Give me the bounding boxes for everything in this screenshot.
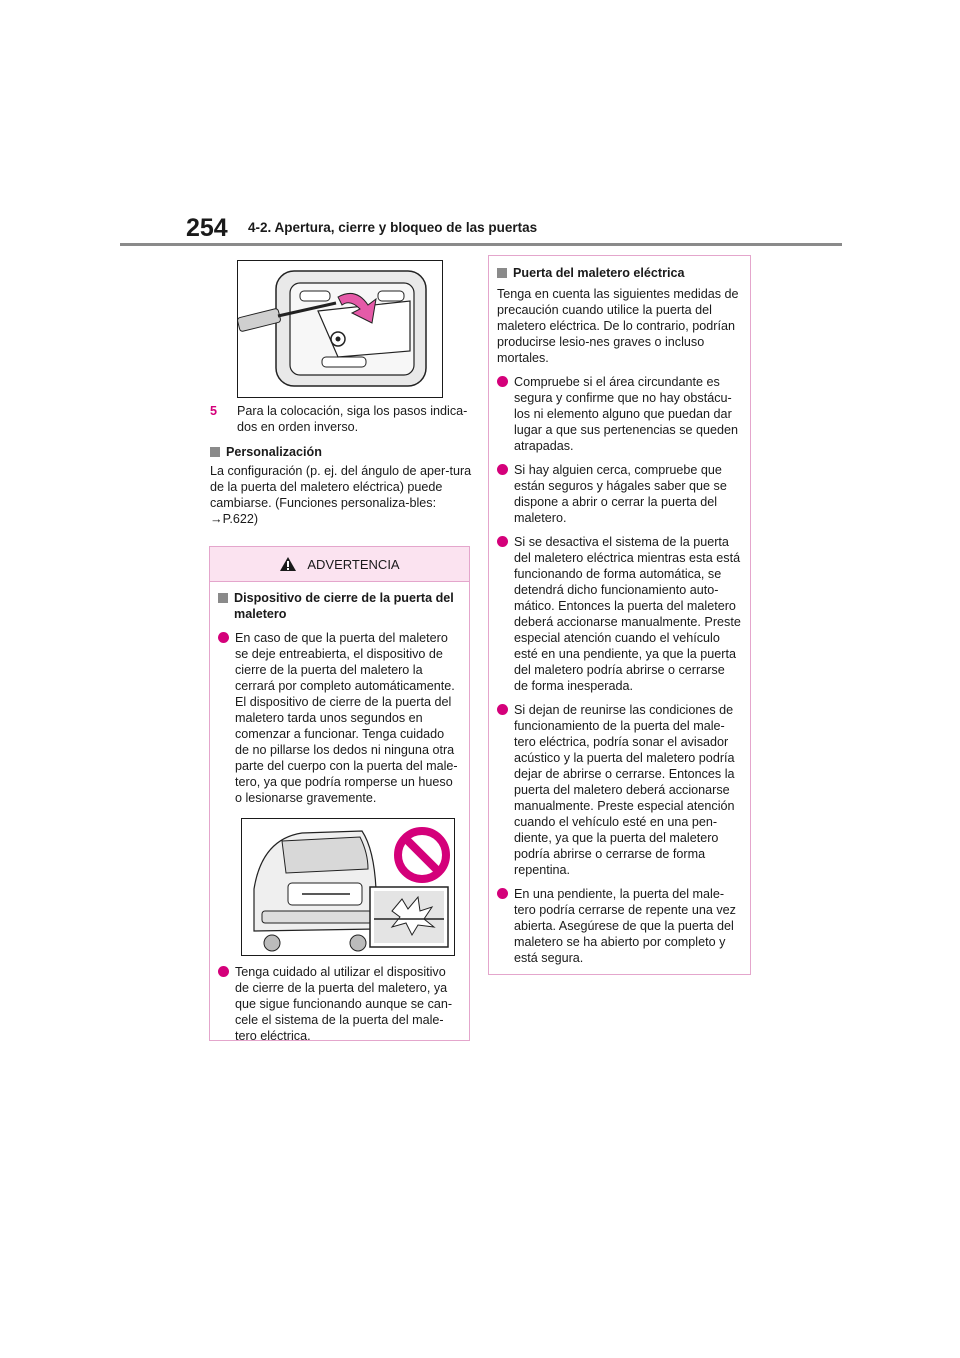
- tailgate-pinch-figure: [241, 818, 455, 956]
- step-5: [210, 403, 472, 435]
- list-item-text: Tenga cuidado al utilizar el dispositivo de cierre de la puerta del maletero, ya que sigue funcionando aunque se can-cele el sistema de la puerta del male-tero eléctrica.: [235, 965, 453, 1043]
- warning-left-subheading-text: Dispositivo de cierre de la puerta del maletero: [234, 591, 454, 621]
- warning-triangle-icon: [279, 556, 297, 572]
- customization-heading-text: Personalización: [226, 445, 322, 459]
- list-item-text: En una pendiente, la puerta del male-tero podría cerrarse de repente una vez abierta. Asegúrese de que la puerta del maletero se ha abierto por completo y está segura.: [514, 887, 736, 965]
- warning-right-subheading: [497, 265, 742, 281]
- list-item: [218, 630, 461, 806]
- customization-heading: [210, 444, 472, 460]
- warning-right-subheading-text: Puerta del maletero eléctrica: [513, 266, 685, 280]
- bullet-dot-icon: [497, 376, 508, 387]
- list-item-text: Compruebe si el área circundante es segura y confirme que no hay obstácu-los ni elemento alguno que puedan dar lugar a que sus pertenencias se queden atrapadas.: [514, 375, 739, 453]
- page-number: 254: [186, 214, 228, 242]
- list-item-text: Si se desactiva el sistema de la puerta del maletero eléctrica mientras esta está funcionando de forma automática, se detendrá dicho funcionamiento auto-mático. Entonces la puerta del maletero deberá accionarse manualmente. Preste especial atención cuando el vehículo esté en una pendiente, ya que la puerta del maletero podría abrirse o cerrarse de forma inesperada.: [514, 535, 741, 693]
- list-item-text: En caso de que la puerta del maletero se deje entreabierta, el dispositivo de cierre de la puerta del maletero la cerrará por completo automáticamente. El dispositivo de cierre de la puerta del maletero tarda unos segundos en comenzar a funcionar. Tenga cuidado de no pillarse los dedos ni ninguna otra parte del cuerpo con la puerta del male-tero, ya que podría romperse un hueso o lesionarse gravemente.: [235, 631, 458, 805]
- customization-section: [210, 444, 472, 527]
- bullet-dot-icon: [497, 536, 508, 547]
- warning-left-subheading: [218, 590, 461, 622]
- step-text: Para la colocación, siga los pasos indica-dos en orden inverso.: [237, 404, 468, 434]
- list-item: [497, 374, 742, 454]
- cover-removal-figure: [237, 260, 443, 398]
- warning-title: ADVERTENCIA: [307, 556, 400, 572]
- warning-right-intro: Tenga en cuenta las siguientes medidas de precaución cuando utilice la puerta del maletero eléctrica. De lo contrario, podrían producirse lesio-nes graves o incluso mortales.: [497, 287, 739, 365]
- square-bullet-icon: [218, 593, 228, 603]
- list-item: [218, 964, 461, 1044]
- square-bullet-icon: [497, 268, 507, 278]
- bullet-dot-icon: [497, 704, 508, 715]
- warning-header: [210, 547, 469, 582]
- tailgate-pinch-illustration: [242, 819, 454, 955]
- cover-removal-illustration: [238, 261, 442, 397]
- bullet-dot-icon: [497, 464, 508, 475]
- list-item: [497, 462, 742, 526]
- warning-box-left: [209, 546, 470, 1041]
- warning-box-right: [488, 255, 751, 975]
- header-rule: [120, 243, 842, 246]
- bullet-dot-icon: [218, 632, 229, 643]
- customization-text: La configuración (p. ej. del ángulo de aper-tura de la puerta del maletero eléctrica) puede cambiarse. (Funciones personaliza-bles: →P.622): [210, 464, 472, 526]
- bullet-dot-icon: [218, 966, 229, 977]
- prohibition-icon: [398, 831, 446, 879]
- list-item-text: Si hay alguien cerca, compruebe que están seguros y hágales saber que se dispone a abrir o cerrar la puerta del maletero.: [514, 463, 727, 525]
- square-bullet-icon: [210, 447, 220, 457]
- list-item: [497, 886, 742, 966]
- list-item: [497, 702, 742, 878]
- bullet-dot-icon: [497, 888, 508, 899]
- step-number: 5: [210, 404, 218, 418]
- list-item-text: Si dejan de reunirse las condiciones de funcionamiento de la puerta del male-tero eléctrica, podría sonar el avisador acústico y la puerta del maletero podría dejar de abrirse o cerrarse. Entonces la puerta del maletero deberá accionarse manualmente. Preste especial atención cuando el vehículo esté en una pen-diente, ya que la puerta del maletero podría abrirse o cerrarse de forma repentina.: [514, 703, 735, 877]
- list-item: [497, 534, 742, 694]
- section-title: 4-2. Apertura, cierre y bloqueo de las puertas: [248, 220, 538, 235]
